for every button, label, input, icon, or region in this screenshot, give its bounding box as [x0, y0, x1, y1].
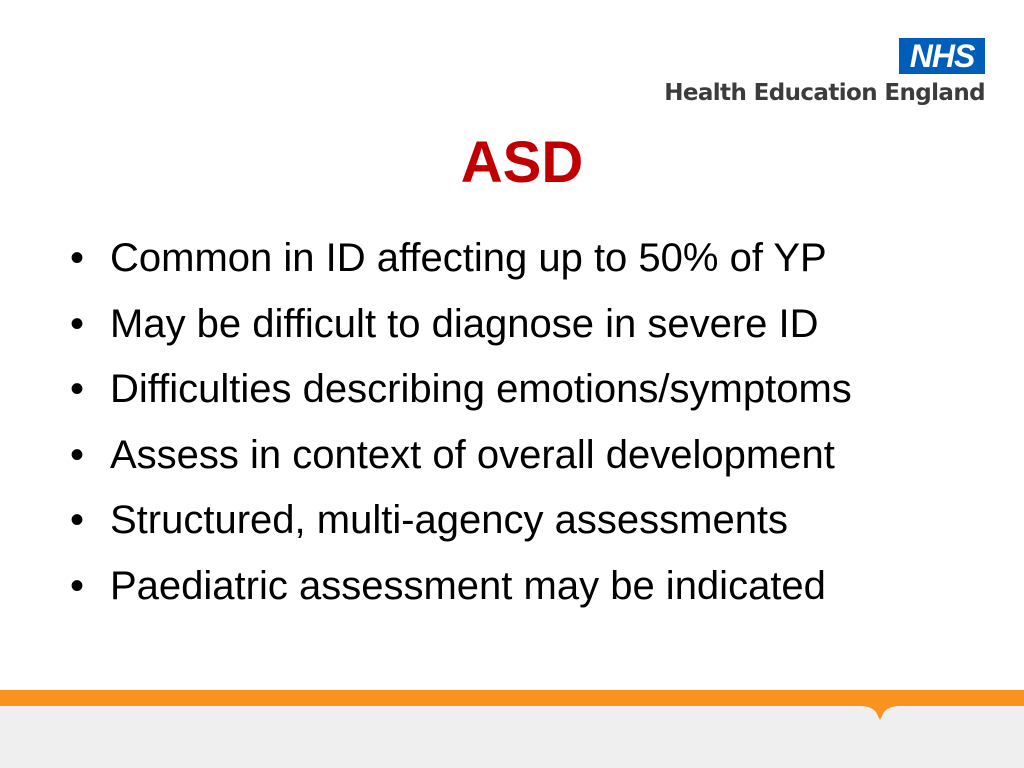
- bullet-item: • Paediatric assessment may be indicated: [66, 554, 852, 620]
- slide-title: ASD: [460, 130, 584, 195]
- bullet-list: [66, 226, 852, 619]
- bullet-item: • Common in ID affecting up to 50% of YP: [66, 226, 852, 292]
- bullet-item: • May be difficult to diagnose in severe ID: [66, 292, 852, 358]
- bullet-item: • Difficulties describing emotions/symptoms: [66, 357, 852, 423]
- organisation-name: Health Education England: [664, 80, 985, 106]
- nhs-logo-badge: NHS: [899, 38, 985, 74]
- footer-decoration: [0, 690, 1024, 768]
- bullet-item: • Assess in context of overall development: [66, 423, 852, 489]
- bullet-item: • Structured, multi-agency assessments: [66, 488, 852, 554]
- nhs-hee-logo: [640, 38, 985, 110]
